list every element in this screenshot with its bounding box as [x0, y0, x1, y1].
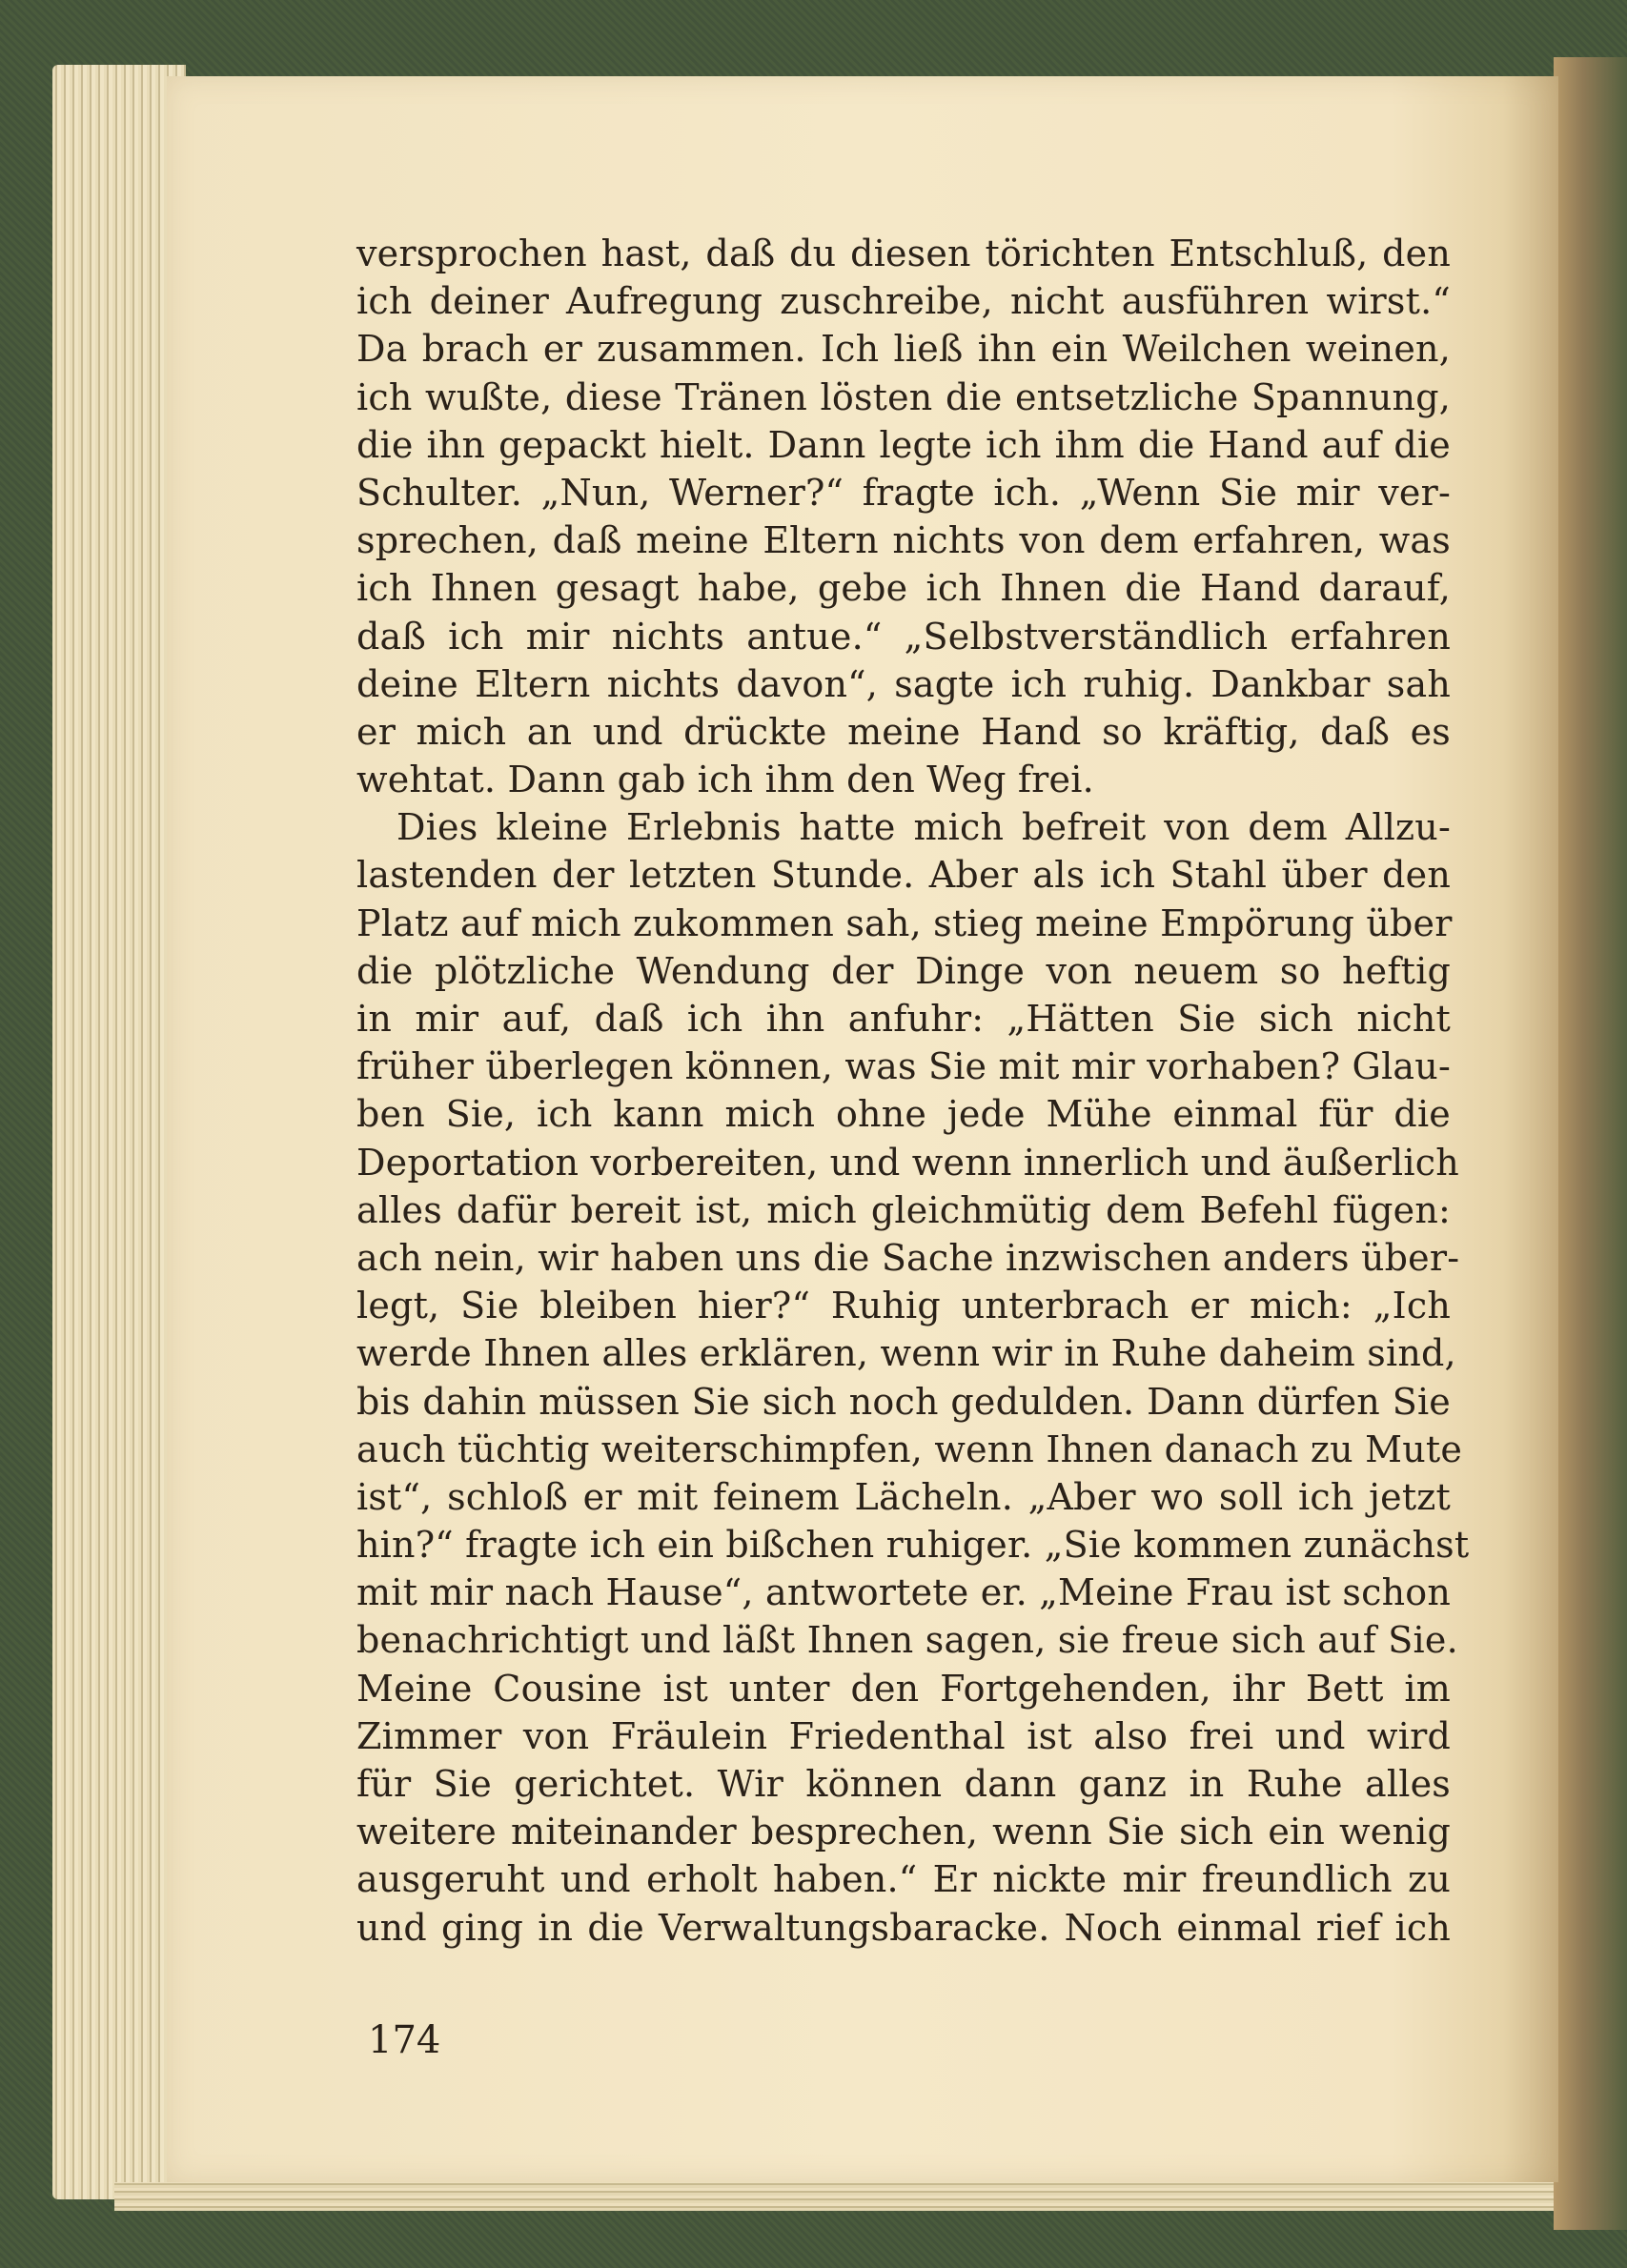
- text-line: in mir auf, daß ich ihn anfuhr: „Hätten Sie sich nicht: [356, 998, 1451, 1040]
- page-edges: [52, 65, 186, 2199]
- text-line: und ging in die Verwaltungsbaracke. Noch einmal rief ich: [356, 1906, 1451, 1949]
- book-gutter: [1554, 57, 1627, 2230]
- text-line: hin?“ fragte ich ein bißchen ruhiger. „Sie kommen zunächst: [356, 1524, 1470, 1567]
- text-line: auch tüchtig weiterschimpfen, wenn Ihnen danach zu Mute: [356, 1428, 1463, 1470]
- text-line: alles dafür bereit ist, mich gleichmütig dem Befehl fügen:: [356, 1188, 1451, 1231]
- text-line: legt, Sie bleiben hier?“ Ruhig unterbrach er mich: „Ich: [356, 1285, 1451, 1327]
- text-line: werde Ihnen alles erklären, wenn wir in Ruhe daheim sind,: [356, 1332, 1456, 1375]
- text-line: benachrichtigt und läßt Ihnen sagen, sie freue sich auf Sie.: [356, 1619, 1458, 1662]
- text-line: Platz auf mich zukommen sah, stieg meine Empörung über: [356, 901, 1453, 944]
- text-line: mit mir nach Hause“, antwortete er. „Meine Frau ist schon: [356, 1571, 1452, 1614]
- text-line: lastenden der letzten Stunde. Aber als ich Stahl über den: [356, 854, 1451, 897]
- text-line: die ihn gepackt hielt. Dann legte ich ihm die Hand auf die: [356, 423, 1451, 466]
- text-line: ist“, schloß er mit feinem Lächeln. „Aber wo soll ich jetzt: [356, 1475, 1451, 1518]
- text-line: ach nein, wir haben uns die Sache inzwischen anders über-: [356, 1236, 1460, 1279]
- text-line: Meine Cousine ist unter den Fortgehenden, ihr Bett im: [356, 1667, 1451, 1710]
- body-text: [356, 230, 1470, 1952]
- text-line: Schulter. „Nun, Werner?“ fragte ich. „Wenn Sie mir ver-: [356, 471, 1451, 514]
- text-line: Da brach er zusammen. Ich ließ ihn ein Weilchen weinen,: [356, 328, 1451, 371]
- text-line: wehtat. Dann gab ich ihm den Weg frei.: [356, 759, 1094, 801]
- text-line: bis dahin müssen Sie sich noch gedulden. Dann dürfen Sie: [356, 1380, 1451, 1423]
- text-line: deine Eltern nichts davon“, sagte ich ruhig. Dankbar sah: [356, 662, 1451, 705]
- text-line: Dies kleine Erlebnis hatte mich befreit von dem Allzu-: [397, 806, 1451, 849]
- text-line: ich wußte, diese Tränen lösten die entsetzliche Spannung,: [356, 375, 1451, 418]
- page-edges-bottom: [114, 2182, 1554, 2211]
- text-line: weitere miteinander besprechen, wenn Sie sich ein wenig: [356, 1811, 1451, 1853]
- text-line: daß ich mir nichts antue.“ „Selbstverständlich erfahren: [356, 615, 1451, 658]
- text-line: für Sie gerichtet. Wir können dann ganz in Ruhe alles: [356, 1763, 1451, 1805]
- text-line: ausgeruht und erholt haben.“ Er nickte mir freundlich zu: [356, 1858, 1451, 1901]
- text-line: ich Ihnen gesagt habe, gebe ich Ihnen die Hand darauf,: [356, 567, 1451, 610]
- text-line: versprochen hast, daß du diesen törichten Entschluß, den: [356, 233, 1451, 274]
- text-line: die plötzliche Wendung der Dinge von neuem so heftig: [356, 949, 1451, 992]
- text-line: er mich an und drückte meine Hand so kräftig, daß es: [356, 710, 1451, 753]
- text-line: Zimmer von Fräulein Friedenthal ist also frei und wird: [356, 1714, 1451, 1757]
- page-number: 174: [368, 2018, 441, 2062]
- text-line: ben Sie, ich kann mich ohne jede Mühe einmal für die: [356, 1093, 1451, 1136]
- text-line: Deportation vorbereiten, und wenn innerlich und äußerlich: [356, 1141, 1459, 1184]
- text-line: sprechen, daß meine Eltern nichts von dem erfahren, was: [356, 519, 1451, 562]
- text-line: früher überlegen können, was Sie mit mir vorhaben? Glau-: [356, 1045, 1451, 1088]
- text-line: ich deiner Aufregung zuschreibe, nicht ausführen wirst.“: [356, 280, 1451, 323]
